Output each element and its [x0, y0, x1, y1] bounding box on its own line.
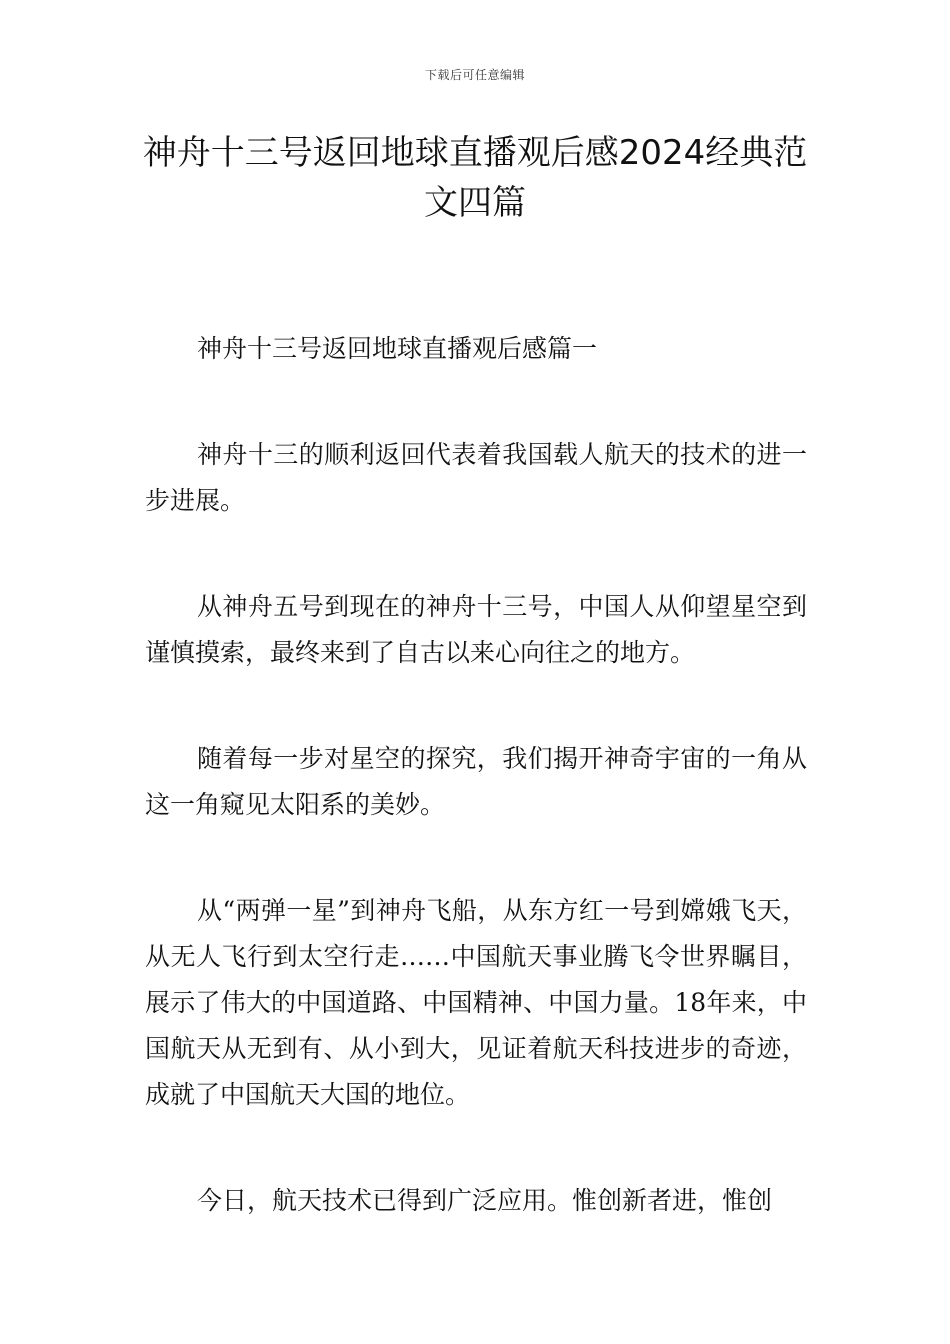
paragraph: 从神舟五号到现在的神舟十三号，中国人从仰望星空到谨慎摸索，最终来到了自古以来心向往之的地方。: [145, 592, 807, 667]
header-note: 下载后可任意编辑: [424, 68, 525, 82]
paragraph: 神舟十三的顺利返回代表着我国载人航天的技术的进一步进展。: [145, 440, 807, 515]
paragraph: 从“两弹一星”到神舟飞船，从东方红一号到嫦娥飞天，从无人飞行到太空行走……中国航天事业腾飞令世界瞩目，展示了伟大的中国道路、中国精神、中国力量。18年来，中国航天从无到有、从小到大，见证着航天科技进步的奇迹，成就了中国航天大国的地位。: [145, 896, 807, 1109]
document-body: [145, 326, 807, 1284]
document-title: 神舟十三号返回地球直播观后感2024经典范文四篇: [142, 133, 808, 223]
section-heading: 神舟十三号返回地球直播观后感篇一: [197, 334, 598, 363]
paragraph: 随着每一步对星空的探究，我们揭开神奇宇宙的一角从这一角窥见太阳系的美妙。: [145, 744, 807, 819]
paragraph: 今日，航天技术已得到广泛应用。惟创新者进，惟创: [197, 1186, 773, 1215]
